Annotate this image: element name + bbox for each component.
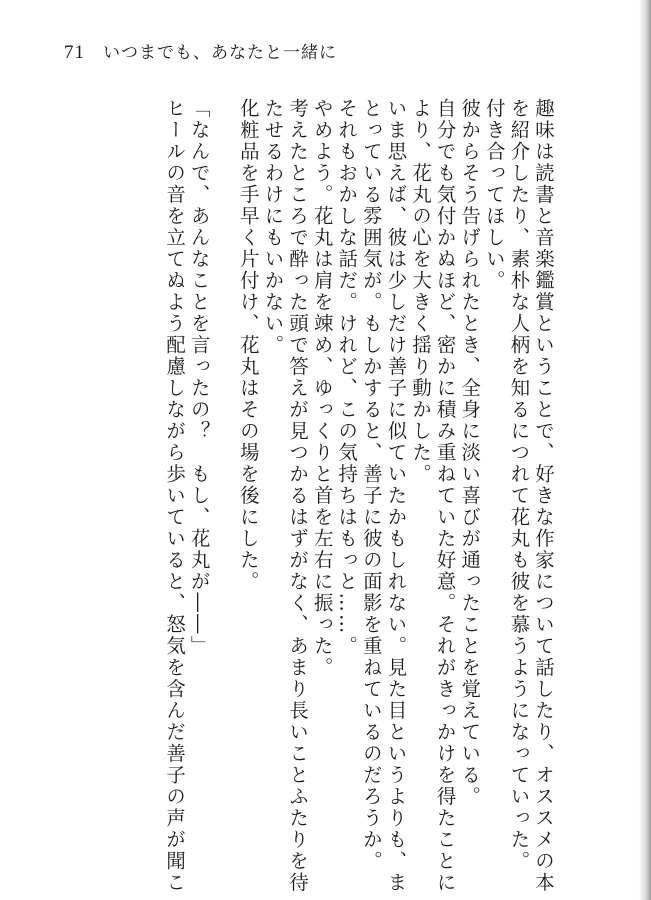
text-line: 自分でも気付かぬほど、密かに積み重ねていた好意。それがきっかけを得たことに xyxy=(433,98,457,894)
text-line: 「なんで、あんなことを言ったの？ もし、花丸が――」 xyxy=(187,98,211,657)
page-header xyxy=(64,38,337,64)
text-line: 考えたところで酔った頭で答えが見つかるはずがなく、あまり長いことふたりを待 xyxy=(286,98,310,894)
text-line: 趣味は読書と音楽鑑賞ということで、好きな作家について話したり、オススメの本 xyxy=(532,98,555,894)
text-line: を紹介したり、素朴な人柄を知るにつれて花丸も彼を慕うようになっていった。 xyxy=(507,98,531,872)
text-line: いま思えば、彼は少しだけ善子に似ていたかもしれない。見た目というよりも、ま xyxy=(384,98,408,894)
vertical-body-text xyxy=(162,98,556,894)
text-line: 化粧品を手早く片付け、花丸はその場を後にした。 xyxy=(236,98,260,593)
text-line: ヒールの音を立てぬよう配慮しながら歩いていると、怒気を含んだ善子の声が聞こ xyxy=(163,98,187,894)
text-line: 彼からそう告げられたとき、全身に淡い喜びが通ったことを覚えている。 xyxy=(458,98,482,808)
page-edge-shadow xyxy=(639,0,651,900)
text-line: より、花丸の心を大きく揺り動かした。 xyxy=(409,98,433,485)
text-line: とっている雰囲気が。もしかすると、善子に彼の面影を重ねているのだろうか。 xyxy=(359,98,383,872)
text-line: やめよう。花丸は肩を竦め、ゆっくりと首を左右に振った。 xyxy=(310,98,334,679)
text-line: 付き合ってほしい。 xyxy=(482,98,506,292)
running-title: いつまでも、あなたと一緒に xyxy=(103,43,337,63)
text-line: それもおかしな話だ。けれど、この気持ちはもっと……。 xyxy=(335,98,359,657)
page-number: 71 xyxy=(64,42,85,63)
text-line: たせるわけにもいかない。 xyxy=(261,98,285,356)
blank-line xyxy=(211,98,236,858)
